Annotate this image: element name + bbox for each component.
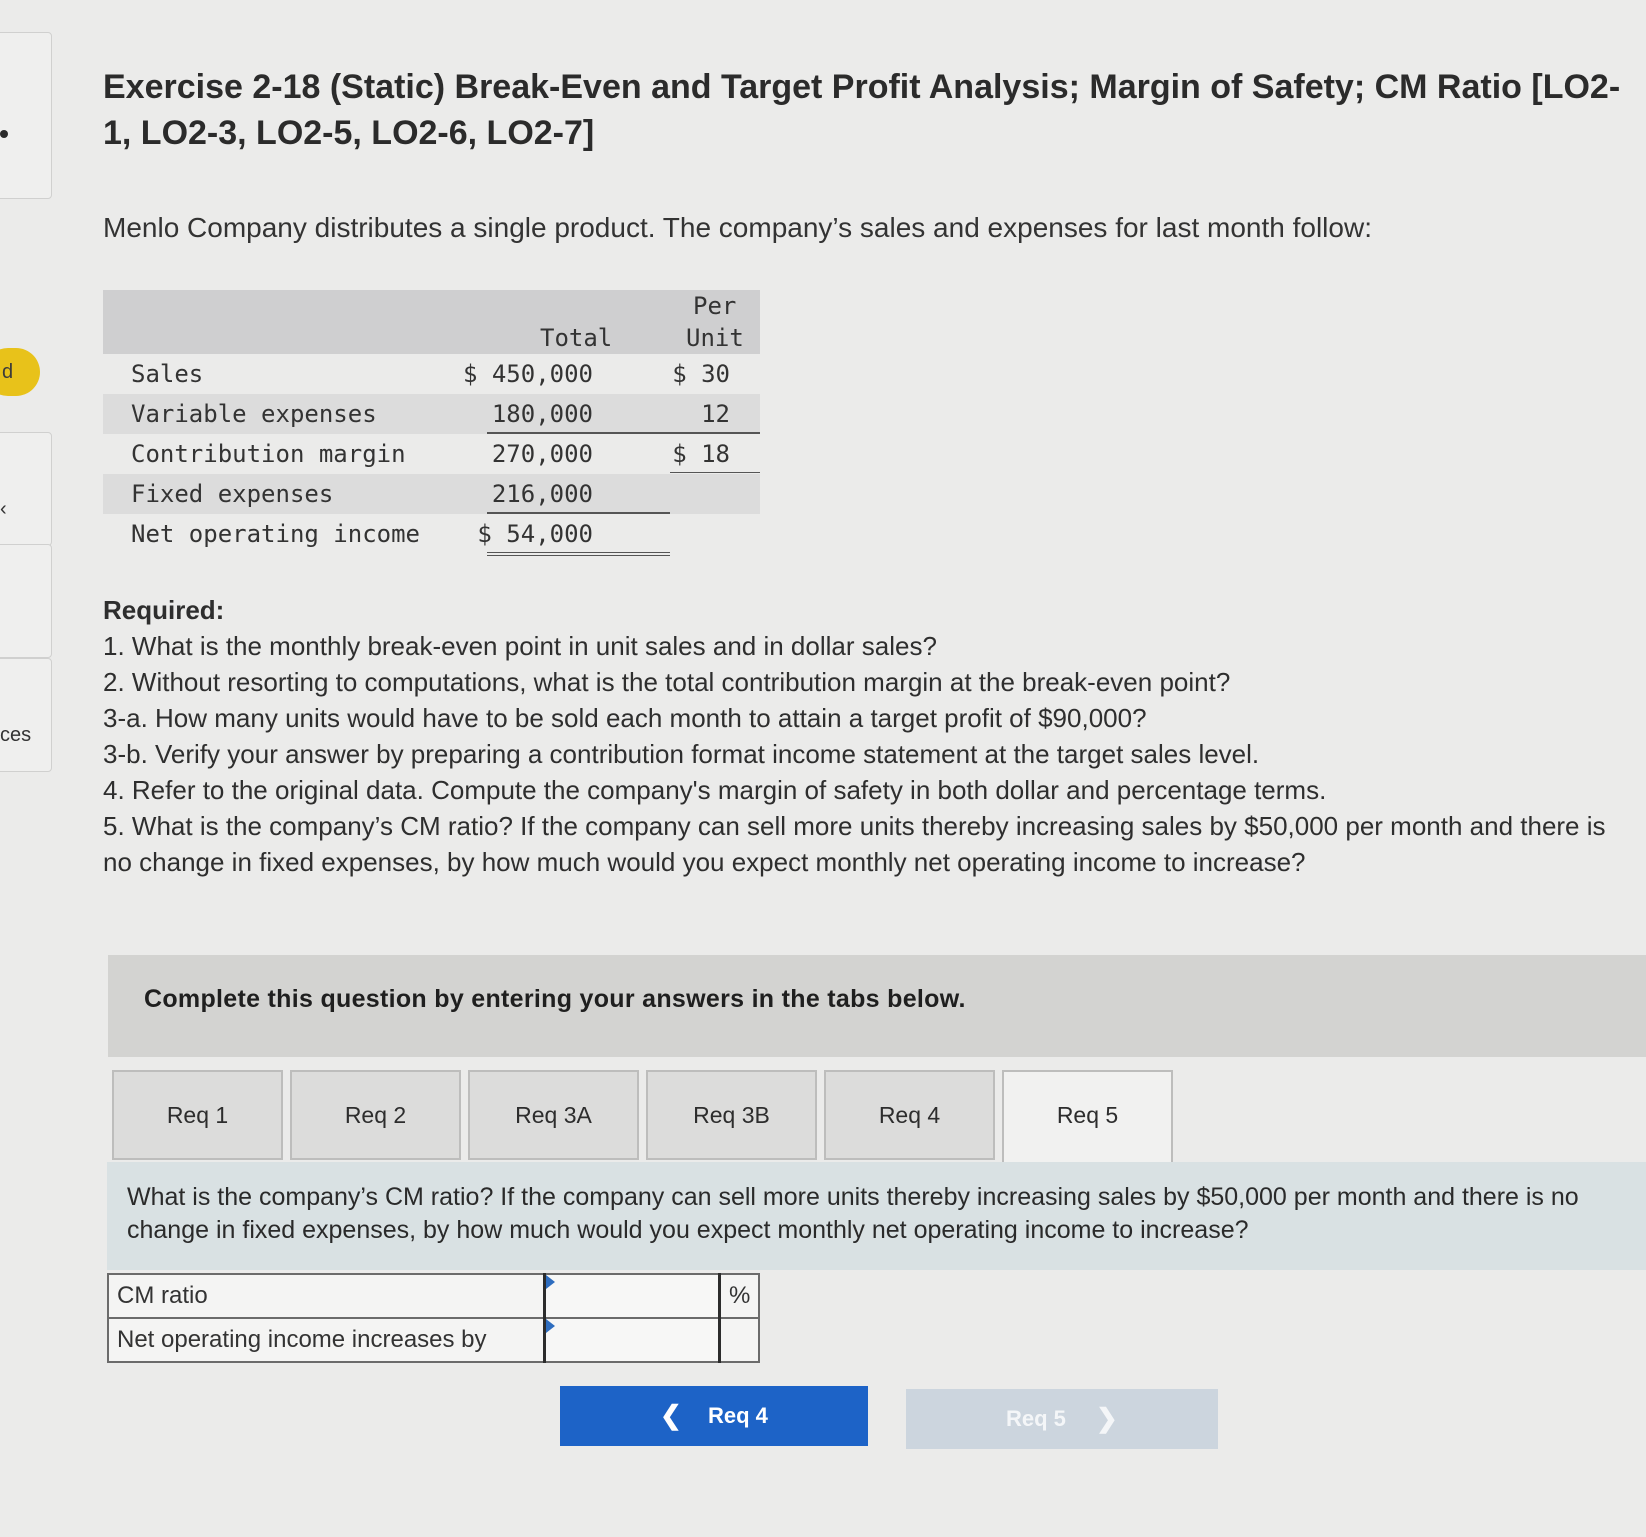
tab-req-1[interactable]: Req 1 — [112, 1070, 283, 1160]
tab-req-5[interactable]: Req 5 — [1002, 1070, 1173, 1164]
answer-row — [108, 1274, 759, 1318]
required-item: 5. What is the company’s CM ratio? If the company can sell more units thereby increasing sales by $50,000 per month and there is no change in fixed expenses, by how much would you expect monthly net operating income to increase? — [103, 811, 1606, 877]
sidebar-bullet — [0, 130, 8, 138]
noi-increase-cell — [545, 1318, 720, 1362]
row-label: Net operating income — [131, 520, 420, 548]
table-row — [103, 434, 760, 474]
row-per-unit: $ 18 — [672, 440, 730, 468]
required-item: 3-a. How many units would have to be sold each month to attain a target profit of $90,000? — [103, 703, 1147, 733]
answer-row — [108, 1318, 759, 1362]
row-total: $ 54,000 — [477, 520, 593, 548]
required-item: 3-b. Verify your answer by preparing a contribution format income statement at the target sales level. — [103, 739, 1260, 769]
sidebar-card[interactable] — [0, 32, 52, 199]
row-label: Sales — [131, 360, 204, 388]
next-req-label: Req 5 — [1006, 1406, 1066, 1431]
left-sidebar — [0, 0, 52, 1537]
answer-table — [107, 1273, 760, 1363]
sidebar-label: ces — [0, 724, 32, 746]
table-row — [103, 474, 760, 514]
instructions-bar — [108, 955, 1646, 1057]
unit-cell — [720, 1318, 760, 1362]
total-double-rule — [487, 552, 670, 556]
table-row — [103, 394, 760, 434]
required-item: 2. Without resorting to computations, what is the total contribution margin at the break-even point? — [103, 667, 1231, 697]
chevron-left-icon[interactable]: ‹ — [0, 498, 7, 520]
tab-req-3b[interactable]: Req 3B — [646, 1070, 817, 1160]
input-marker-icon — [546, 1275, 555, 1289]
row-per-unit: 12 — [701, 400, 730, 428]
required-heading: Required: — [103, 595, 225, 625]
header-unit: Unit — [686, 324, 744, 352]
exercise-title: Exercise 2-18 (Static) Break-Even and Target Profit Analysis; Margin of Safety; CM Ratio [LO2-1, LO2-3, LO2-5, LO2-6, LO2-7] — [103, 68, 1621, 152]
noi-increase-label: Net operating income increases by — [108, 1318, 545, 1362]
prev-req-button[interactable] — [560, 1386, 868, 1446]
financial-table — [103, 290, 760, 554]
cm-ratio-label: CM ratio — [108, 1274, 545, 1318]
sidebar-card[interactable] — [0, 658, 52, 772]
row-label: Contribution margin — [131, 440, 406, 468]
tab-req-2[interactable]: Req 2 — [290, 1070, 461, 1160]
row-total: 180,000 — [491, 400, 593, 428]
row-label: Variable expenses — [131, 400, 377, 428]
prev-req-label: Req 4 — [708, 1403, 768, 1428]
row-total: $ 450,000 — [462, 360, 593, 388]
header-total: Total — [540, 324, 613, 352]
noi-increase-input[interactable] — [546, 1319, 718, 1361]
required-item: 1. What is the monthly break-even point in unit sales and in dollar sales? — [103, 631, 937, 661]
cm-ratio-cell — [545, 1274, 720, 1318]
row-label: Fixed expenses — [131, 480, 334, 508]
table-row — [103, 514, 760, 554]
row-total: 270,000 — [491, 440, 593, 468]
required-item: 4. Refer to the original data. Compute the company's margin of safety in both dollar and percentage terms. — [103, 775, 1327, 805]
tab-req-3a[interactable]: Req 3A — [468, 1070, 639, 1160]
row-total: 216,000 — [491, 480, 593, 508]
requirement-tabs — [112, 1070, 1646, 1162]
input-marker-icon — [546, 1319, 555, 1333]
tab-req-4[interactable]: Req 4 — [824, 1070, 995, 1160]
table-row — [103, 354, 760, 394]
cm-ratio-input[interactable] — [546, 1275, 718, 1317]
required-section — [103, 592, 1623, 880]
row-per-unit: $ 30 — [672, 360, 730, 388]
sidebar-badge[interactable]: d — [0, 348, 40, 396]
chevron-right-icon: ❯ — [1096, 1403, 1118, 1433]
percent-unit: % — [720, 1274, 760, 1318]
sidebar-card[interactable] — [0, 544, 52, 658]
chevron-left-icon: ❮ — [660, 1400, 682, 1430]
table-header — [103, 290, 760, 354]
instructions-text: Complete this question by entering your answers in the tabs below. — [144, 985, 966, 1013]
sidebar-card[interactable] — [0, 432, 52, 546]
next-req-button[interactable] — [906, 1389, 1218, 1449]
exercise-intro: Menlo Company distributes a single product. The company’s sales and expenses for last month follow: — [103, 212, 1372, 243]
header-per: Per — [693, 292, 737, 320]
question-text: What is the company’s CM ratio? If the company can sell more units thereby increasing sales by $50,000 per month and there is no change in fixed expenses, by how much would you expect monthly net operating income to increase? — [107, 1162, 1646, 1270]
